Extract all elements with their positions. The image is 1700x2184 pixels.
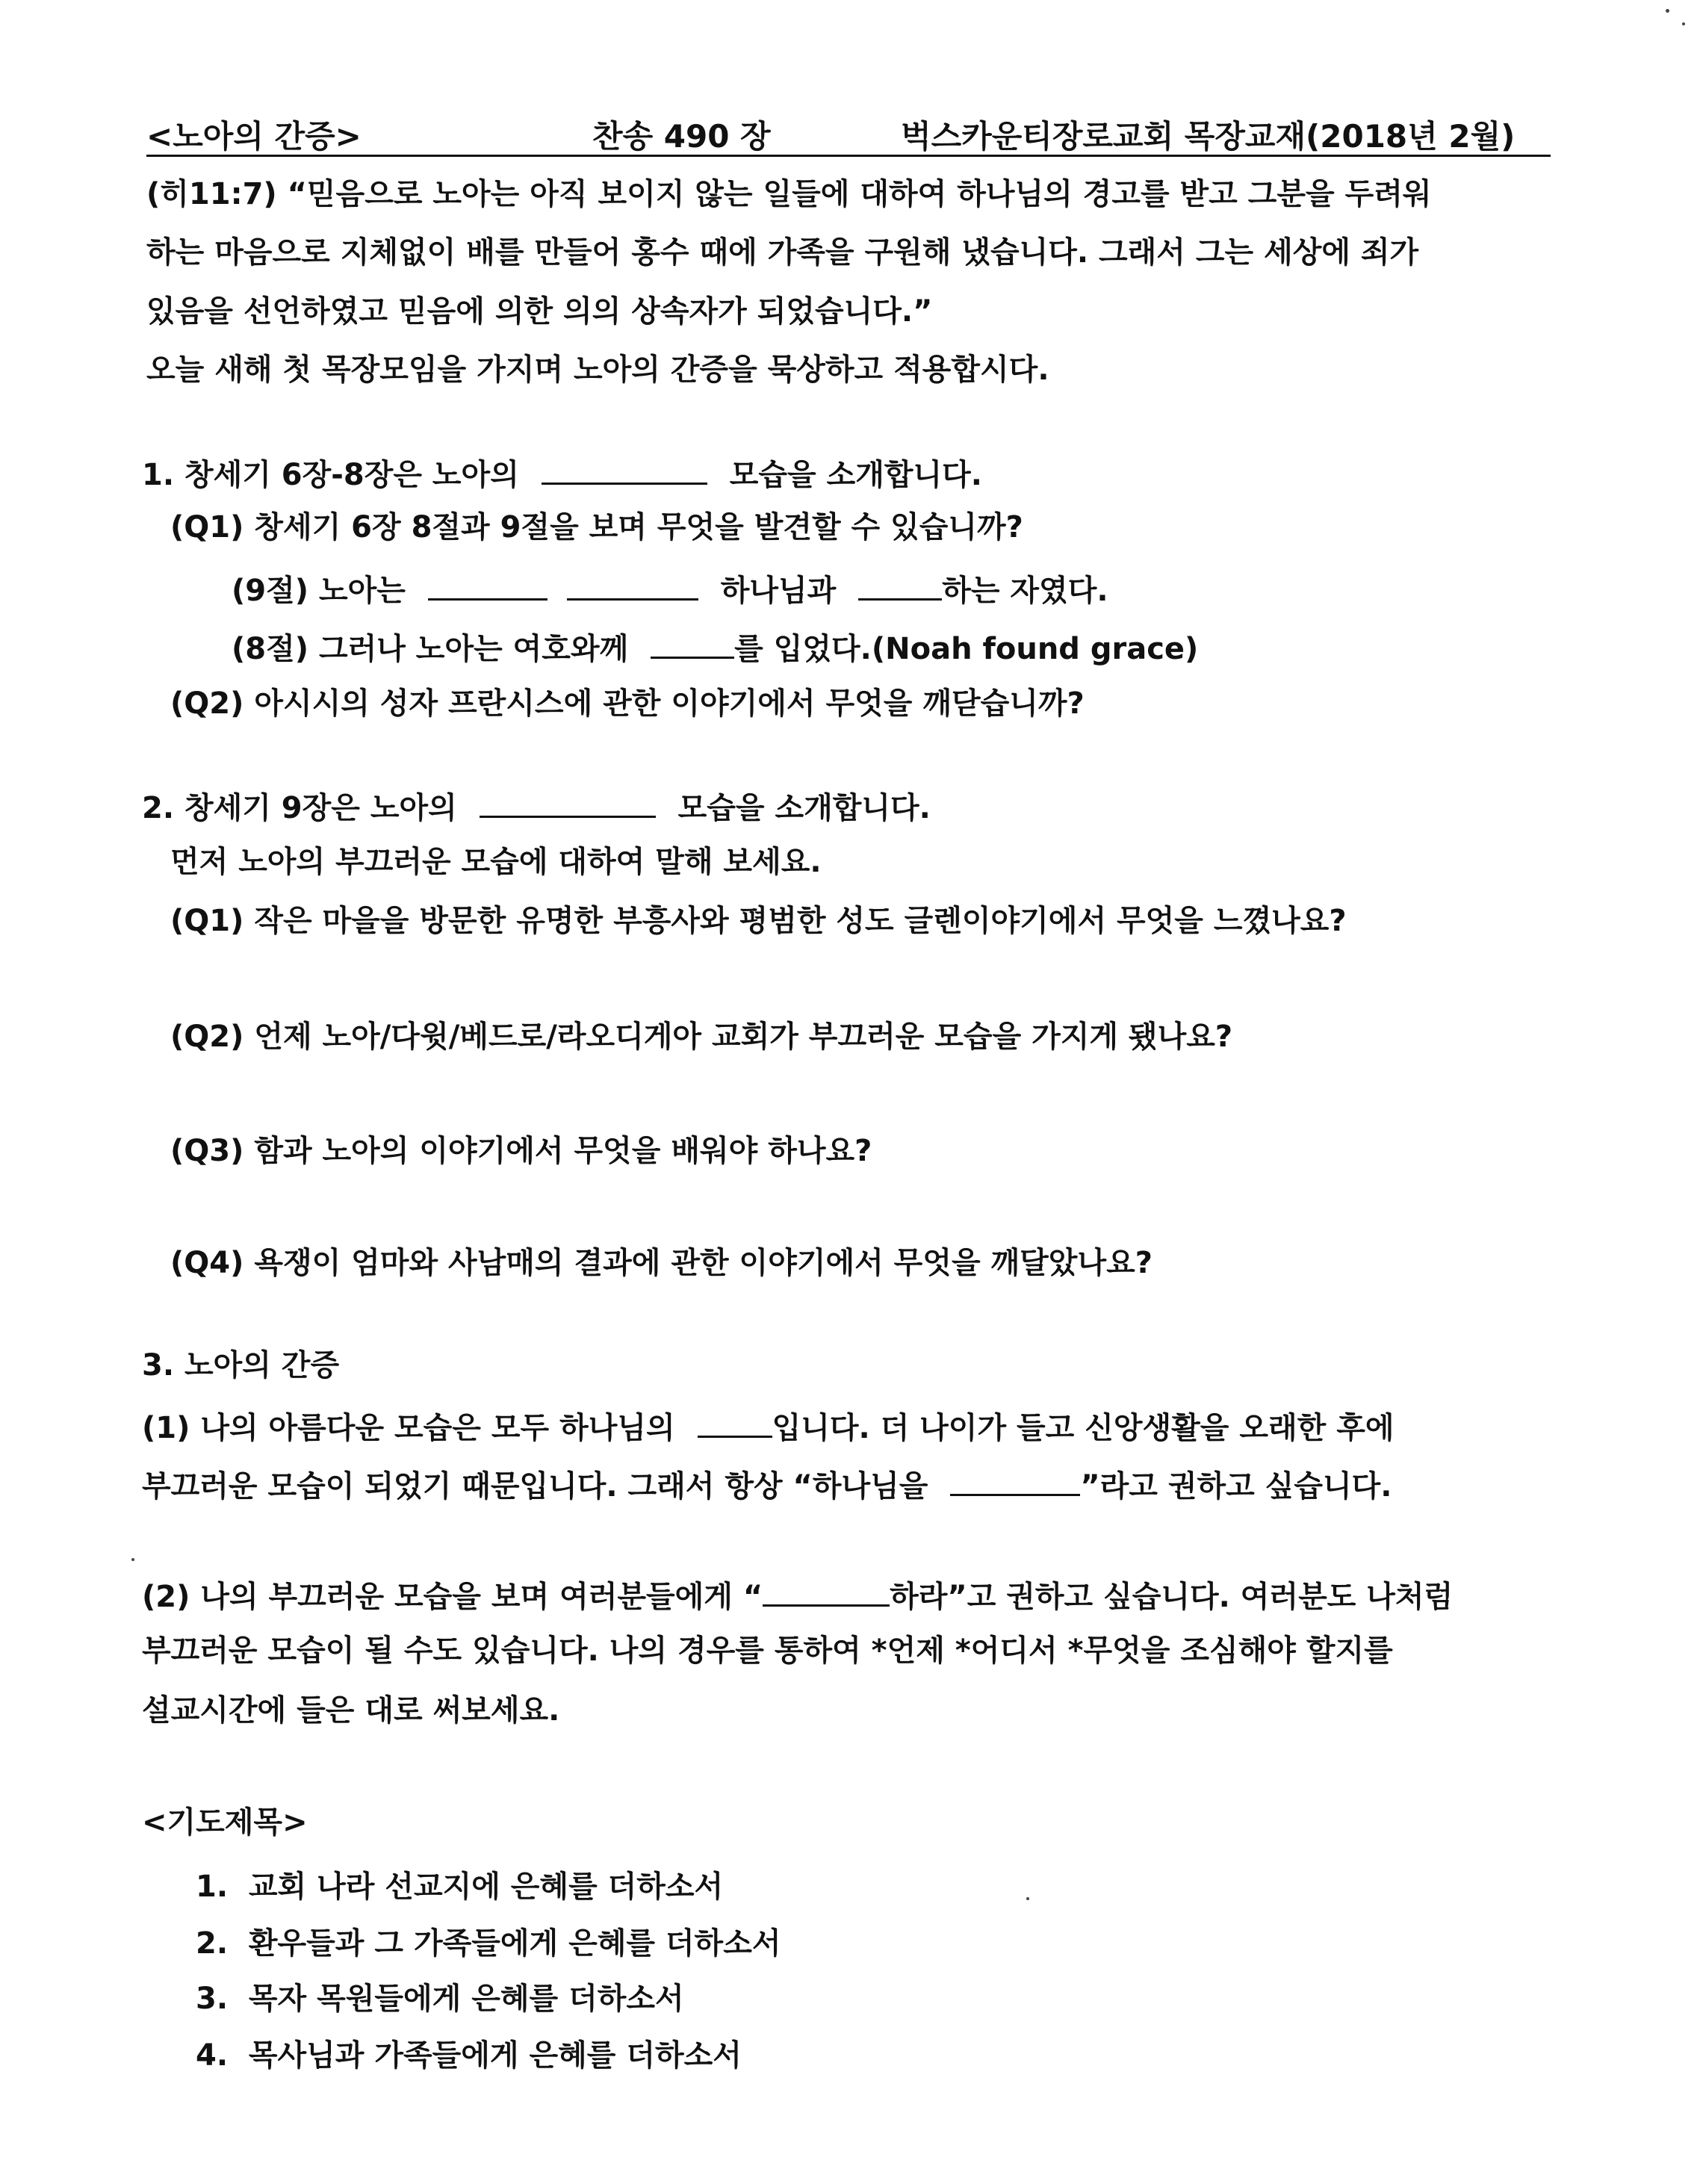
prayer-number: 2.: [196, 1926, 229, 1961]
prayer-heading: <기도제목>: [142, 1805, 308, 1840]
verse8-end: 를 입었다.(Noah found grace): [734, 632, 1199, 666]
verse8-line: [232, 630, 1198, 664]
section3-heading: 3. 노아의 간증: [142, 1348, 340, 1383]
prayer-number: 4.: [196, 2038, 229, 2073]
prayer-number: 3.: [196, 1982, 229, 2016]
verse8-start: (8절) 그러나 노아는 여호와께: [232, 632, 629, 666]
prayer-item: [196, 1984, 684, 2014]
section1-heading: [142, 456, 982, 490]
intro-line-3: 있음을 선언하였고 믿음에 의한 의의 상속자가 되었습니다.”: [146, 294, 933, 329]
prayer-text: 교회 나라 선교지에 은혜를 더하소서: [248, 1870, 724, 1904]
fill-blank[interactable]: [698, 1409, 772, 1438]
prayer-text: 환우들과 그 가족들에게 은혜를 더하소서: [248, 1926, 781, 1961]
section2-q4: (Q4) 욕쟁이 엄마와 사남매의 결과에 관한 이야기에서 무엇을 깨달았나요?: [170, 1246, 1153, 1280]
fill-blank[interactable]: [542, 456, 707, 485]
scan-speck: [1682, 22, 1685, 25]
fill-blank[interactable]: [950, 1467, 1080, 1496]
intro-line-1: (히11:7) “믿음으로 노아는 아직 보이지 않는 일들에 대하여 하나님의 경고를 받고 그분을 두려워: [146, 177, 1432, 211]
text-segment: (1) 나의 아름다운 모습은 모두 하나님의: [142, 1411, 675, 1445]
verse9-start: (9절) 노아는: [232, 574, 406, 608]
scan-speck: [1666, 9, 1669, 13]
intro-line-4: 오늘 새해 첫 목장모임을 가지며 노아의 간증을 묵상하고 적용합시다.: [146, 353, 1049, 387]
prayer-item: [196, 1872, 723, 1902]
section1-heading-end: 모습을 소개합니다.: [729, 458, 982, 492]
text-segment: 하라”고 권하고 싶습니다. 여러분도 나처럼: [890, 1580, 1454, 1614]
prayer-number: 1.: [196, 1870, 229, 1904]
fill-blank[interactable]: [428, 571, 547, 601]
scan-speck: [131, 1558, 134, 1561]
intro-line-2: 하는 마음으로 지체없이 배를 만들어 홍수 때에 가족을 구원해 냈습니다. 그래서 그는 세상에 죄가: [146, 235, 1419, 270]
section1-q2: (Q2) 아시시의 성자 프란시스에 관한 이야기에서 무엇을 깨닫습니까?: [170, 686, 1085, 721]
prayer-text: 목사님과 가족들에게 은혜를 더하소서: [248, 2038, 742, 2073]
text-segment: 부끄러운 모습이 되었기 때문입니다. 그래서 항상 “하나님을: [142, 1469, 928, 1504]
prayer-item: [196, 1926, 781, 1961]
section2-q1: (Q1) 작은 마을을 방문한 유명한 부흥사와 평범한 성도 글렌이야기에서 무엇을 느꼈나요?: [170, 904, 1347, 938]
prayer-item: [196, 2038, 742, 2073]
fill-blank[interactable]: [858, 571, 942, 601]
fill-blank[interactable]: [651, 630, 734, 659]
fill-blank[interactable]: [480, 789, 656, 818]
church-material-title: 벅스카운티장로교회 목장교재(2018년 2월): [901, 118, 1516, 155]
section1-heading-start: 1. 창세기 6장-8장은 노아의: [142, 458, 519, 492]
scan-speck: [1026, 1897, 1029, 1900]
text-segment: ”라고 권하고 싶습니다.: [1080, 1469, 1392, 1504]
doc-title: <노아의 간증>: [146, 118, 362, 155]
section3-p2-line2: 부끄러운 모습이 될 수도 있습니다. 나의 경우를 통하여 *언제 *어디서 *무엇을 조심해야 할지를: [142, 1634, 1393, 1668]
section2-heading-end: 모습을 소개합니다.: [677, 791, 931, 825]
header-rule: [146, 155, 1551, 157]
section2-q2: (Q2) 언제 노아/다윗/베드로/라오디게아 교회가 부끄러운 모습을 가지게 됐나요?: [170, 1020, 1233, 1054]
section3-p1-line1: [142, 1409, 1394, 1443]
section3-p2-line1: [142, 1577, 1453, 1612]
fill-blank[interactable]: [567, 571, 698, 601]
section2-prompt: 먼저 노아의 부끄러운 모습에 대하여 말해 보세요.: [170, 845, 822, 879]
section2-q3: (Q3) 함과 노아의 이야기에서 무엇을 배워야 하나요?: [170, 1134, 872, 1168]
fill-blank[interactable]: [763, 1577, 890, 1607]
section2-heading: [142, 789, 931, 823]
hymn-number: 찬송 490 장: [592, 118, 771, 155]
text-segment: (2) 나의 부끄러운 모습을 보며 여러분들에게 “: [142, 1580, 763, 1614]
text-segment: 입니다. 더 나이가 들고 신앙생활을 오래한 후에: [772, 1411, 1395, 1445]
verse9-middle: 하나님과: [720, 574, 837, 608]
prayer-text: 목자 목원들에게 은혜를 더하소서: [248, 1982, 684, 2016]
verse9-end: 하는 자였다.: [942, 574, 1108, 608]
section2-heading-start: 2. 창세기 9장은 노아의: [142, 791, 457, 825]
section3-p1-line2: [142, 1467, 1392, 1504]
section1-q1: (Q1) 창세기 6장 8절과 9절을 보며 무엇을 발견할 수 있습니까?: [170, 510, 1023, 545]
section3-p2-line3: 설교시간에 들은 대로 써보세요.: [142, 1693, 560, 1728]
verse9-line: [232, 571, 1108, 606]
